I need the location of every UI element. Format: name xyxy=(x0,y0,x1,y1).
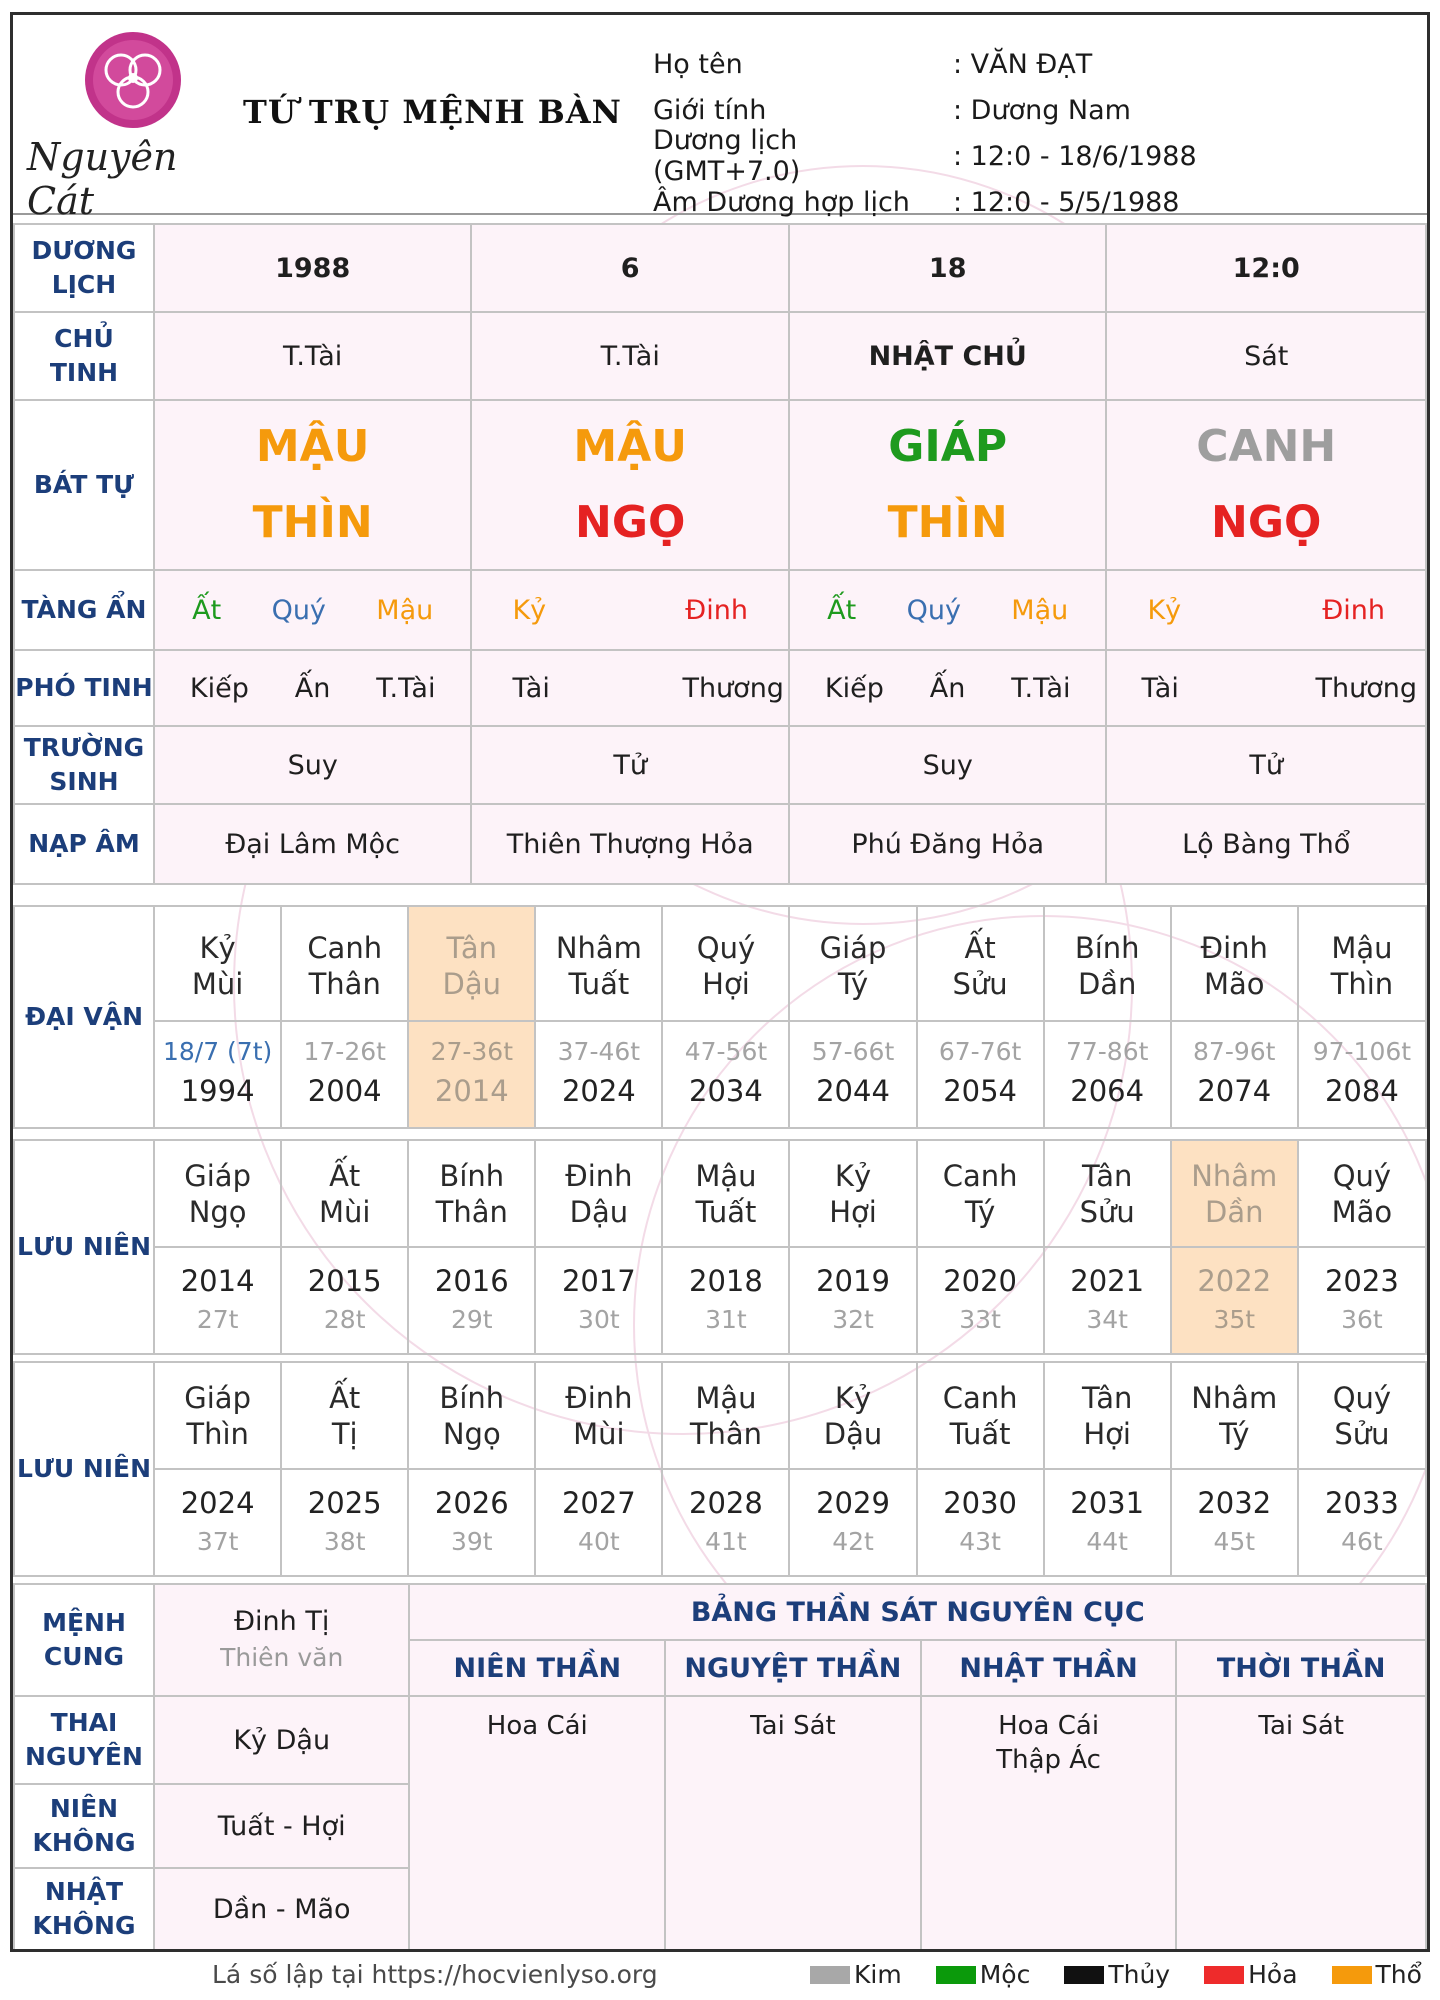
info-label: Giới tính xyxy=(653,94,767,126)
sub-star: Kiếp xyxy=(189,672,249,704)
dai-van-cell: Quý Hợi 47-56t 2034 xyxy=(662,906,789,1128)
nap-am-day: Phú Đăng Hỏa xyxy=(789,804,1107,884)
document-title: TỨ TRỤ MỆNH BÀN xyxy=(243,93,622,131)
dai-van-cell-current: Tân Dậu 27-36t 2014 xyxy=(408,906,535,1128)
sub-star: T.Tài xyxy=(1011,672,1071,704)
sub-star: Ấn xyxy=(929,672,966,704)
nguyen-cat-logo-icon xyxy=(83,30,183,130)
branch-text: THÌN xyxy=(887,497,1008,548)
dai-van-cell: Giáp Tý 57-66t 2044 xyxy=(789,906,916,1128)
dai-van-cell: Kỷ Mùi 18/7 (7t) 1994 xyxy=(154,906,281,1128)
sub-star: T.Tài xyxy=(376,672,436,704)
dai-van-cell: Đinh Mão 87-96t 2074 xyxy=(1171,906,1298,1128)
thai-nguyen-value: Kỷ Dậu xyxy=(154,1696,410,1784)
info-row-lunar-date xyxy=(653,179,1413,225)
hidden-stem: Kỷ xyxy=(1147,594,1182,626)
info-label: Dương lịch (GMT+7.0) xyxy=(653,125,801,187)
than-sat-head: NGUYỆT THẦN xyxy=(665,1640,921,1696)
dai-van-cell: Bính Dần 77-86t 2064 xyxy=(1044,906,1171,1128)
info-label: Họ tên xyxy=(653,48,743,80)
row-duong-lich xyxy=(14,224,1426,312)
bat-tu-year xyxy=(154,400,472,570)
luu-nien-cell: Giáp Thìn 2024 37t xyxy=(154,1362,281,1576)
hidden-stem: Kỷ xyxy=(512,594,547,626)
than-sat-nien: Hoa Cái xyxy=(409,1696,665,1950)
branch-text: NGỌ xyxy=(575,497,686,548)
than-sat-head: THỜI THẦN xyxy=(1176,1640,1426,1696)
row-chu-tinh xyxy=(14,312,1426,400)
label-nien-khong: NIÊN KHÔNG xyxy=(14,1784,154,1868)
pillar-month-value: 6 xyxy=(471,224,789,312)
sub-star: Ấn xyxy=(294,672,331,704)
row-bat-tu xyxy=(14,400,1426,570)
pillar-day-value: 18 xyxy=(789,224,1107,312)
hidden-stem: Mậu xyxy=(376,594,434,626)
chu-tinh-month: T.Tài xyxy=(471,312,789,400)
source-text: Lá số lập tại https://hocvienlyso.org xyxy=(212,1960,658,1989)
truong-sinh-month: Tử xyxy=(471,726,789,804)
bat-tu-day xyxy=(789,400,1107,570)
dai-van-cell: Nhâm Tuất 37-46t 2024 xyxy=(535,906,662,1128)
luu-nien-cell: Tân Hợi 2031 44t xyxy=(1044,1362,1171,1576)
sub-star: Kiếp xyxy=(824,672,884,704)
stem-text: CANH xyxy=(1196,421,1337,472)
menh-cung-value xyxy=(154,1584,410,1696)
luu-nien-cell: Canh Tý 2020 33t xyxy=(917,1140,1044,1354)
than-sat-head: NHẬT THẦN xyxy=(921,1640,1177,1696)
person-info xyxy=(653,41,1413,225)
sub-star: Thương xyxy=(1315,672,1417,704)
row-nap-am xyxy=(14,804,1426,884)
bottom-table xyxy=(13,1583,1427,1951)
luu-nien-cell: Canh Tuất 2030 43t xyxy=(917,1362,1044,1576)
luu-nien-cell: Đinh Dậu 2017 30t xyxy=(535,1140,662,1354)
tang-an-day xyxy=(789,570,1107,650)
truong-sinh-year: Suy xyxy=(154,726,472,804)
nap-am-hour: Lộ Bàng Thổ xyxy=(1106,804,1426,884)
pillar-hour-value: 12:0 xyxy=(1106,224,1426,312)
luu-nien-cell: Mậu Tuất 2018 31t xyxy=(662,1140,789,1354)
sub-star: Thương xyxy=(682,672,784,704)
luu-nien-cell: Quý Sửu 2033 46t xyxy=(1298,1362,1426,1576)
pillars-table xyxy=(13,223,1427,885)
luu-nien-cell: Ất Tị 2025 38t xyxy=(281,1362,408,1576)
hidden-stem: Mậu xyxy=(1011,594,1069,626)
chu-tinh-day: NHẬT CHỦ xyxy=(789,312,1107,400)
info-label: Âm Dương hợp lịch xyxy=(653,186,910,218)
truong-sinh-day: Suy xyxy=(789,726,1107,804)
luu-nien-cell: Ất Mùi 2015 28t xyxy=(281,1140,408,1354)
hidden-stem: Ất xyxy=(827,594,857,626)
luu-nien-cell: Kỷ Hợi 2019 32t xyxy=(789,1140,916,1354)
menh-cung-text: Đinh Tị xyxy=(234,1606,330,1637)
than-sat-thoi: Tai Sát xyxy=(1176,1696,1426,1950)
tang-an-month xyxy=(471,570,789,650)
label-nhat-khong: NHẬT KHÔNG xyxy=(14,1868,154,1950)
header xyxy=(13,15,1427,223)
legend-item-moc: Mộc xyxy=(936,1960,1031,1989)
label-truong-sinh: TRƯỜNG SINH xyxy=(14,726,154,804)
tang-an-hour xyxy=(1106,570,1426,650)
stem-text: MẬU xyxy=(255,421,370,472)
truong-sinh-hour: Tử xyxy=(1106,726,1426,804)
hidden-stem: Ất xyxy=(192,594,222,626)
label-thai-nguyen: THAI NGUYÊN xyxy=(14,1696,154,1784)
luu-nien-cell: Nhâm Tý 2032 45t xyxy=(1171,1362,1298,1576)
bat-tu-hour xyxy=(1106,400,1426,570)
chu-tinh-hour: Sát xyxy=(1106,312,1426,400)
nhat-khong-value: Dần - Mão xyxy=(154,1868,410,1950)
chart-sheet xyxy=(10,12,1430,1952)
label-menh-cung: MỆNH CUNG xyxy=(14,1584,154,1696)
than-sat-nhat: Hoa Cái Thập Ác xyxy=(921,1696,1177,1950)
pho-tinh-day xyxy=(789,650,1107,726)
tang-an-year xyxy=(154,570,472,650)
menh-cung-sub: Thiên văn xyxy=(220,1643,344,1672)
legend-item-tho: Thổ xyxy=(1332,1960,1422,1989)
bat-tu-month xyxy=(471,400,789,570)
stem-text: MẬU xyxy=(573,421,687,472)
than-sat-title: BẢNG THẦN SÁT NGUYÊN CỤC xyxy=(409,1584,1426,1640)
luu-nien-cell: Kỷ Dậu 2029 42t xyxy=(789,1362,916,1576)
label-bat-tu: BÁT TỰ xyxy=(14,400,154,570)
label-chu-tinh: CHỦ TINH xyxy=(14,312,154,400)
label-luu-nien: LƯU NIÊN xyxy=(14,1140,154,1354)
sub-star: Tài xyxy=(1141,672,1179,704)
pho-tinh-month xyxy=(471,650,789,726)
dai-van-cell: Mậu Thìn 97-106t 2084 xyxy=(1298,906,1426,1128)
label-tang-an: TÀNG ẨN xyxy=(14,570,154,650)
label-dai-van: ĐẠI VẬN xyxy=(14,906,154,1128)
luu-nien-table-2 xyxy=(13,1361,1427,1577)
luu-nien-cell: Mậu Thân 2028 41t xyxy=(662,1362,789,1576)
hidden-stem: Quý xyxy=(906,594,961,626)
sub-star: Tài xyxy=(512,672,550,704)
brand-name: Nguyên Cát xyxy=(27,135,178,223)
legend-item-kim: Kim xyxy=(810,1960,902,1989)
luu-nien-cell: Giáp Ngọ 2014 27t xyxy=(154,1140,281,1354)
label-pho-tinh: PHÓ TINH xyxy=(14,650,154,726)
label-duong-lich: DƯƠNG LỊCH xyxy=(14,224,154,312)
footer xyxy=(0,1952,1440,2000)
legend-item-thuy: Thủy xyxy=(1064,1960,1170,1989)
branch-text: NGỌ xyxy=(1211,497,1322,548)
nap-am-month: Thiên Thượng Hỏa xyxy=(471,804,789,884)
luu-nien-cell-current: Nhâm Dần 2022 35t xyxy=(1171,1140,1298,1354)
info-value: : Dương Nam xyxy=(953,94,1131,126)
stem-text: GIÁP xyxy=(888,421,1008,472)
dai-van-cell: Ất Sửu 67-76t 2054 xyxy=(917,906,1044,1128)
info-row-name xyxy=(653,41,1413,87)
hidden-stem: Đinh xyxy=(685,594,748,626)
hidden-stem: Đinh xyxy=(1322,594,1385,626)
luu-nien-cell: Bính Ngọ 2026 39t xyxy=(408,1362,535,1576)
legend-item-hoa: Hỏa xyxy=(1204,1960,1297,1989)
row-tang-an xyxy=(14,570,1426,650)
pho-tinh-hour xyxy=(1106,650,1426,726)
info-value: : 12:0 - 18/6/1988 xyxy=(953,140,1197,172)
than-sat-nguyet: Tai Sát xyxy=(665,1696,921,1950)
nap-am-year: Đại Lâm Mộc xyxy=(154,804,472,884)
info-value: : VĂN ĐẠT xyxy=(953,48,1093,80)
than-sat-head: NIÊN THẦN xyxy=(409,1640,665,1696)
chu-tinh-year: T.Tài xyxy=(154,312,472,400)
branch-text: THÌN xyxy=(252,497,373,548)
dai-van-cell: Canh Thân 17-26t 2004 xyxy=(281,906,408,1128)
luu-nien-cell: Tân Sửu 2021 34t xyxy=(1044,1140,1171,1354)
hidden-stem: Quý xyxy=(271,594,326,626)
luu-nien-cell: Bính Thân 2016 29t xyxy=(408,1140,535,1354)
info-value: : 12:0 - 5/5/1988 xyxy=(953,186,1180,218)
luu-nien-table-1 xyxy=(13,1139,1427,1355)
label-luu-nien: LƯU NIÊN xyxy=(14,1362,154,1576)
row-pho-tinh xyxy=(14,650,1426,726)
row-truong-sinh xyxy=(14,726,1426,804)
info-row-solar-date xyxy=(653,125,1413,187)
nien-khong-value: Tuất - Hợi xyxy=(154,1784,410,1868)
label-nap-am: NẠP ÂM xyxy=(14,804,154,884)
pho-tinh-year xyxy=(154,650,472,726)
luu-nien-cell: Đinh Mùi 2027 40t xyxy=(535,1362,662,1576)
luu-nien-cell: Quý Mão 2023 36t xyxy=(1298,1140,1426,1354)
pillar-year-value: 1988 xyxy=(154,224,472,312)
dai-van-table xyxy=(13,905,1427,1129)
element-legend xyxy=(810,1960,1422,1989)
